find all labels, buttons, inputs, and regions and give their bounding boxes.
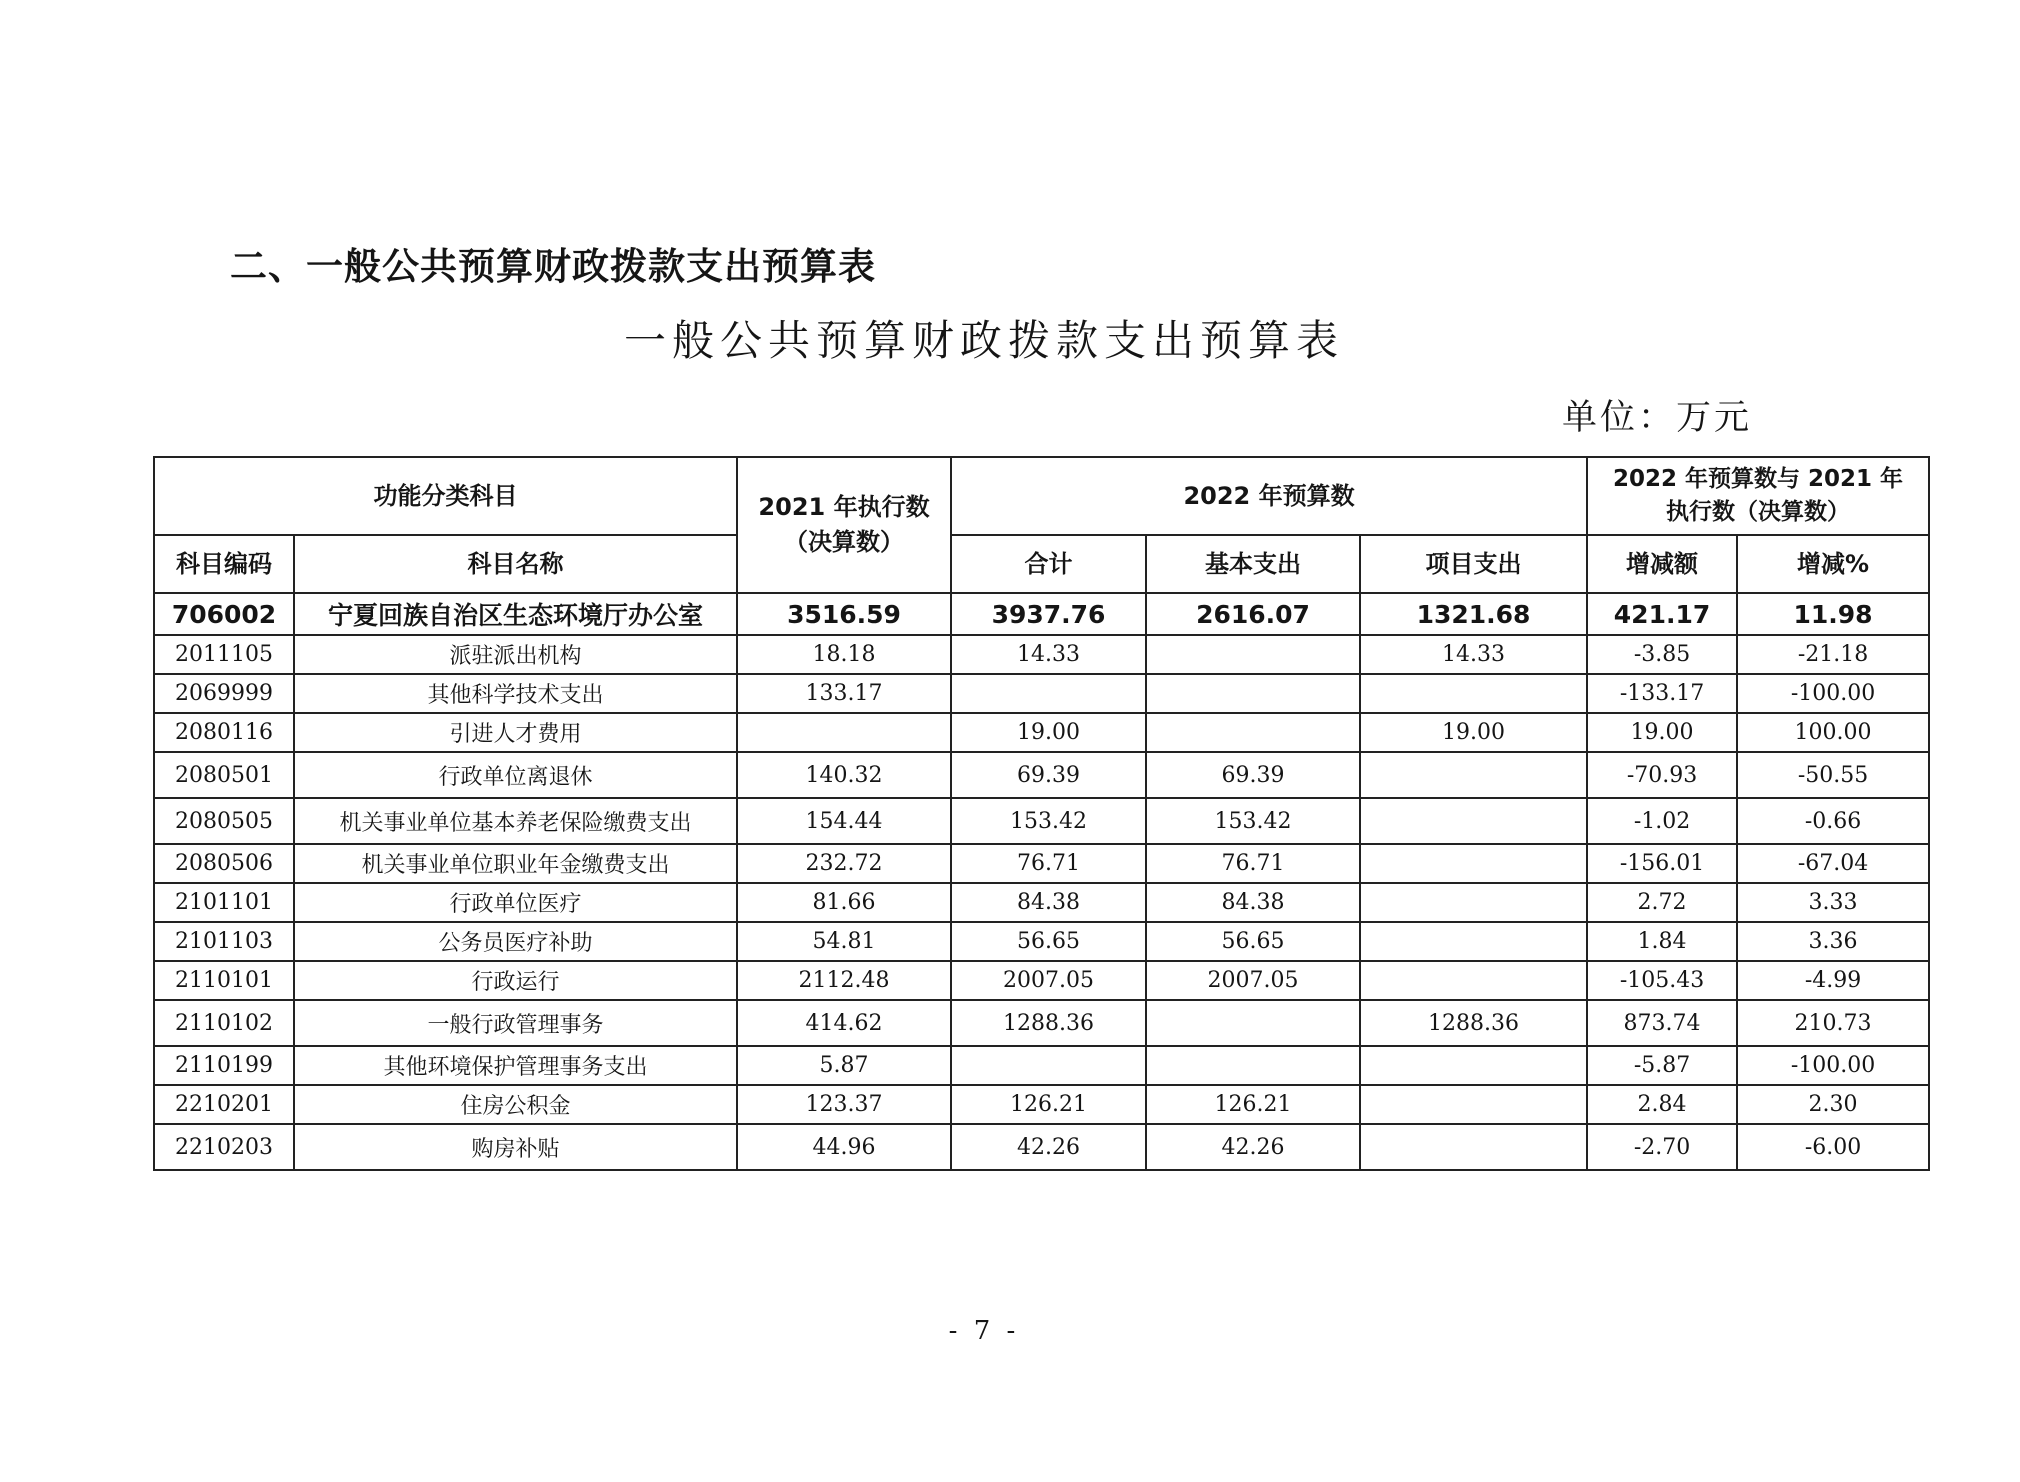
row-change-pct: -6.00 bbox=[1737, 1124, 1929, 1170]
row-change-pct: -21.18 bbox=[1737, 635, 1929, 674]
row-basic: 153.42 bbox=[1146, 798, 1360, 844]
header-exec-2021-line1: 2021 年执行数 bbox=[758, 493, 930, 522]
row-project bbox=[1360, 1124, 1587, 1170]
row-change-amount: -1.02 bbox=[1587, 798, 1737, 844]
table-row bbox=[154, 798, 1929, 844]
header-compare-line1: 2022 年预算数与 2021 年 bbox=[1613, 465, 1904, 492]
row-exec-2021: 44.96 bbox=[737, 1124, 951, 1170]
summary-project: 1321.68 bbox=[1360, 593, 1587, 635]
row-change-amount: -156.01 bbox=[1587, 844, 1737, 883]
row-total: 56.65 bbox=[951, 922, 1146, 961]
row-total bbox=[951, 1046, 1146, 1085]
row-change-pct: -4.99 bbox=[1737, 961, 1929, 1000]
table-row bbox=[154, 1085, 1929, 1124]
header-code: 科目编码 bbox=[154, 535, 294, 593]
row-change-pct: -100.00 bbox=[1737, 1046, 1929, 1085]
row-exec-2021: 18.18 bbox=[737, 635, 951, 674]
header-project: 项目支出 bbox=[1360, 535, 1587, 593]
row-basic: 69.39 bbox=[1146, 752, 1360, 798]
summary-change-pct: 11.98 bbox=[1737, 593, 1929, 635]
header-row-1 bbox=[154, 457, 1929, 535]
row-code: 2080116 bbox=[154, 713, 294, 752]
row-total: 84.38 bbox=[951, 883, 1146, 922]
row-exec-2021: 414.62 bbox=[737, 1000, 951, 1046]
row-basic bbox=[1146, 1000, 1360, 1046]
row-change-amount: -70.93 bbox=[1587, 752, 1737, 798]
row-change-pct: -0.66 bbox=[1737, 798, 1929, 844]
row-change-amount: -2.70 bbox=[1587, 1124, 1737, 1170]
summary-row bbox=[154, 593, 1929, 635]
row-total: 126.21 bbox=[951, 1085, 1146, 1124]
row-basic: 42.26 bbox=[1146, 1124, 1360, 1170]
table-row bbox=[154, 883, 1929, 922]
row-exec-2021 bbox=[737, 713, 951, 752]
row-name: 公务员医疗补助 bbox=[294, 922, 737, 961]
row-code: 2210201 bbox=[154, 1085, 294, 1124]
header-basic: 基本支出 bbox=[1146, 535, 1360, 593]
row-project: 1288.36 bbox=[1360, 1000, 1587, 1046]
table-row bbox=[154, 1124, 1929, 1170]
row-code: 2069999 bbox=[154, 674, 294, 713]
row-total: 19.00 bbox=[951, 713, 1146, 752]
header-budget-2022: 2022 年预算数 bbox=[951, 457, 1587, 535]
row-name: 引进人才费用 bbox=[294, 713, 737, 752]
header-change-amount: 增减额 bbox=[1587, 535, 1737, 593]
row-basic: 76.71 bbox=[1146, 844, 1360, 883]
row-code: 2110101 bbox=[154, 961, 294, 1000]
row-name: 购房补贴 bbox=[294, 1124, 737, 1170]
row-exec-2021: 2112.48 bbox=[737, 961, 951, 1000]
row-name: 派驻派出机构 bbox=[294, 635, 737, 674]
row-name: 一般行政管理事务 bbox=[294, 1000, 737, 1046]
row-total: 1288.36 bbox=[951, 1000, 1146, 1046]
row-code: 2101103 bbox=[154, 922, 294, 961]
row-code: 2110102 bbox=[154, 1000, 294, 1046]
row-name: 其他科学技术支出 bbox=[294, 674, 737, 713]
row-change-pct: -50.55 bbox=[1737, 752, 1929, 798]
table-row bbox=[154, 752, 1929, 798]
row-total bbox=[951, 674, 1146, 713]
table-row bbox=[154, 713, 1929, 752]
row-basic: 2007.05 bbox=[1146, 961, 1360, 1000]
summary-name: 宁夏回族自治区生态环境厅办公室 bbox=[294, 593, 737, 635]
row-change-amount: -3.85 bbox=[1587, 635, 1737, 674]
row-basic: 56.65 bbox=[1146, 922, 1360, 961]
summary-change-amount: 421.17 bbox=[1587, 593, 1737, 635]
table-row bbox=[154, 1000, 1929, 1046]
row-exec-2021: 232.72 bbox=[737, 844, 951, 883]
header-change-pct: 增减% bbox=[1737, 535, 1929, 593]
row-total: 14.33 bbox=[951, 635, 1146, 674]
row-total: 69.39 bbox=[951, 752, 1146, 798]
header-exec-2021-line2: （决算数） bbox=[784, 528, 904, 556]
row-code: 2110199 bbox=[154, 1046, 294, 1085]
table-row bbox=[154, 635, 1929, 674]
row-project bbox=[1360, 1046, 1587, 1085]
page-number: - 7 - bbox=[948, 1316, 1020, 1346]
header-compare-line2: 执行数（决算数） bbox=[1666, 499, 1851, 525]
row-change-amount: 1.84 bbox=[1587, 922, 1737, 961]
row-code: 2210203 bbox=[154, 1124, 294, 1170]
table-row bbox=[154, 1046, 1929, 1085]
row-change-pct: 2.30 bbox=[1737, 1085, 1929, 1124]
row-change-amount: -133.17 bbox=[1587, 674, 1737, 713]
row-change-amount: 2.72 bbox=[1587, 883, 1737, 922]
row-code: 2101101 bbox=[154, 883, 294, 922]
header-compare bbox=[1587, 457, 1929, 535]
header-exec-2021 bbox=[737, 457, 951, 593]
row-total: 42.26 bbox=[951, 1124, 1146, 1170]
row-exec-2021: 123.37 bbox=[737, 1085, 951, 1124]
header-row-2 bbox=[154, 535, 1929, 593]
row-project: 14.33 bbox=[1360, 635, 1587, 674]
row-change-pct: 100.00 bbox=[1737, 713, 1929, 752]
row-change-amount: -105.43 bbox=[1587, 961, 1737, 1000]
row-change-amount: 873.74 bbox=[1587, 1000, 1737, 1046]
row-change-pct: -67.04 bbox=[1737, 844, 1929, 883]
row-name: 住房公积金 bbox=[294, 1085, 737, 1124]
row-change-amount: 2.84 bbox=[1587, 1085, 1737, 1124]
row-project bbox=[1360, 844, 1587, 883]
row-name: 机关事业单位职业年金缴费支出 bbox=[294, 844, 737, 883]
row-change-pct: 3.36 bbox=[1737, 922, 1929, 961]
row-project bbox=[1360, 961, 1587, 1000]
row-name: 机关事业单位基本养老保险缴费支出 bbox=[294, 798, 737, 844]
row-total: 153.42 bbox=[951, 798, 1146, 844]
row-code: 2080506 bbox=[154, 844, 294, 883]
row-project bbox=[1360, 922, 1587, 961]
row-exec-2021: 81.66 bbox=[737, 883, 951, 922]
row-project bbox=[1360, 1085, 1587, 1124]
row-name: 行政单位离退休 bbox=[294, 752, 737, 798]
row-exec-2021: 54.81 bbox=[737, 922, 951, 961]
summary-basic: 2616.07 bbox=[1146, 593, 1360, 635]
header-name: 科目名称 bbox=[294, 535, 737, 593]
unit-label: 单位：万元 bbox=[1561, 398, 1752, 438]
row-exec-2021: 154.44 bbox=[737, 798, 951, 844]
row-project bbox=[1360, 674, 1587, 713]
summary-code: 706002 bbox=[154, 593, 294, 635]
summary-total: 3937.76 bbox=[951, 593, 1146, 635]
header-total: 合计 bbox=[951, 535, 1146, 593]
row-basic bbox=[1146, 713, 1360, 752]
table-row bbox=[154, 844, 1929, 883]
header-func-category: 功能分类科目 bbox=[154, 457, 737, 535]
row-basic: 126.21 bbox=[1146, 1085, 1360, 1124]
row-basic bbox=[1146, 1046, 1360, 1085]
summary-exec-2021: 3516.59 bbox=[737, 593, 951, 635]
row-code: 2080505 bbox=[154, 798, 294, 844]
row-project bbox=[1360, 752, 1587, 798]
section-heading: 二、一般公共预算财政拨款支出预算表 bbox=[230, 245, 876, 288]
row-basic bbox=[1146, 674, 1360, 713]
row-exec-2021: 133.17 bbox=[737, 674, 951, 713]
row-basic: 84.38 bbox=[1146, 883, 1360, 922]
row-exec-2021: 5.87 bbox=[737, 1046, 951, 1085]
row-project bbox=[1360, 883, 1587, 922]
row-exec-2021: 140.32 bbox=[737, 752, 951, 798]
row-change-pct: 3.33 bbox=[1737, 883, 1929, 922]
row-name: 其他环境保护管理事务支出 bbox=[294, 1046, 737, 1085]
row-change-pct: -100.00 bbox=[1737, 674, 1929, 713]
row-change-amount: 19.00 bbox=[1587, 713, 1737, 752]
budget-table bbox=[153, 456, 1930, 1171]
row-total: 2007.05 bbox=[951, 961, 1146, 1000]
table-title: 一般公共预算财政拨款支出预算表 bbox=[623, 316, 1344, 365]
row-project: 19.00 bbox=[1360, 713, 1587, 752]
table-row bbox=[154, 674, 1929, 713]
row-change-amount: -5.87 bbox=[1587, 1046, 1737, 1085]
row-name: 行政单位医疗 bbox=[294, 883, 737, 922]
row-code: 2080501 bbox=[154, 752, 294, 798]
row-name: 行政运行 bbox=[294, 961, 737, 1000]
row-basic bbox=[1146, 635, 1360, 674]
row-project bbox=[1360, 798, 1587, 844]
row-code: 2011105 bbox=[154, 635, 294, 674]
table-row bbox=[154, 961, 1929, 1000]
row-change-pct: 210.73 bbox=[1737, 1000, 1929, 1046]
table-row bbox=[154, 922, 1929, 961]
row-total: 76.71 bbox=[951, 844, 1146, 883]
